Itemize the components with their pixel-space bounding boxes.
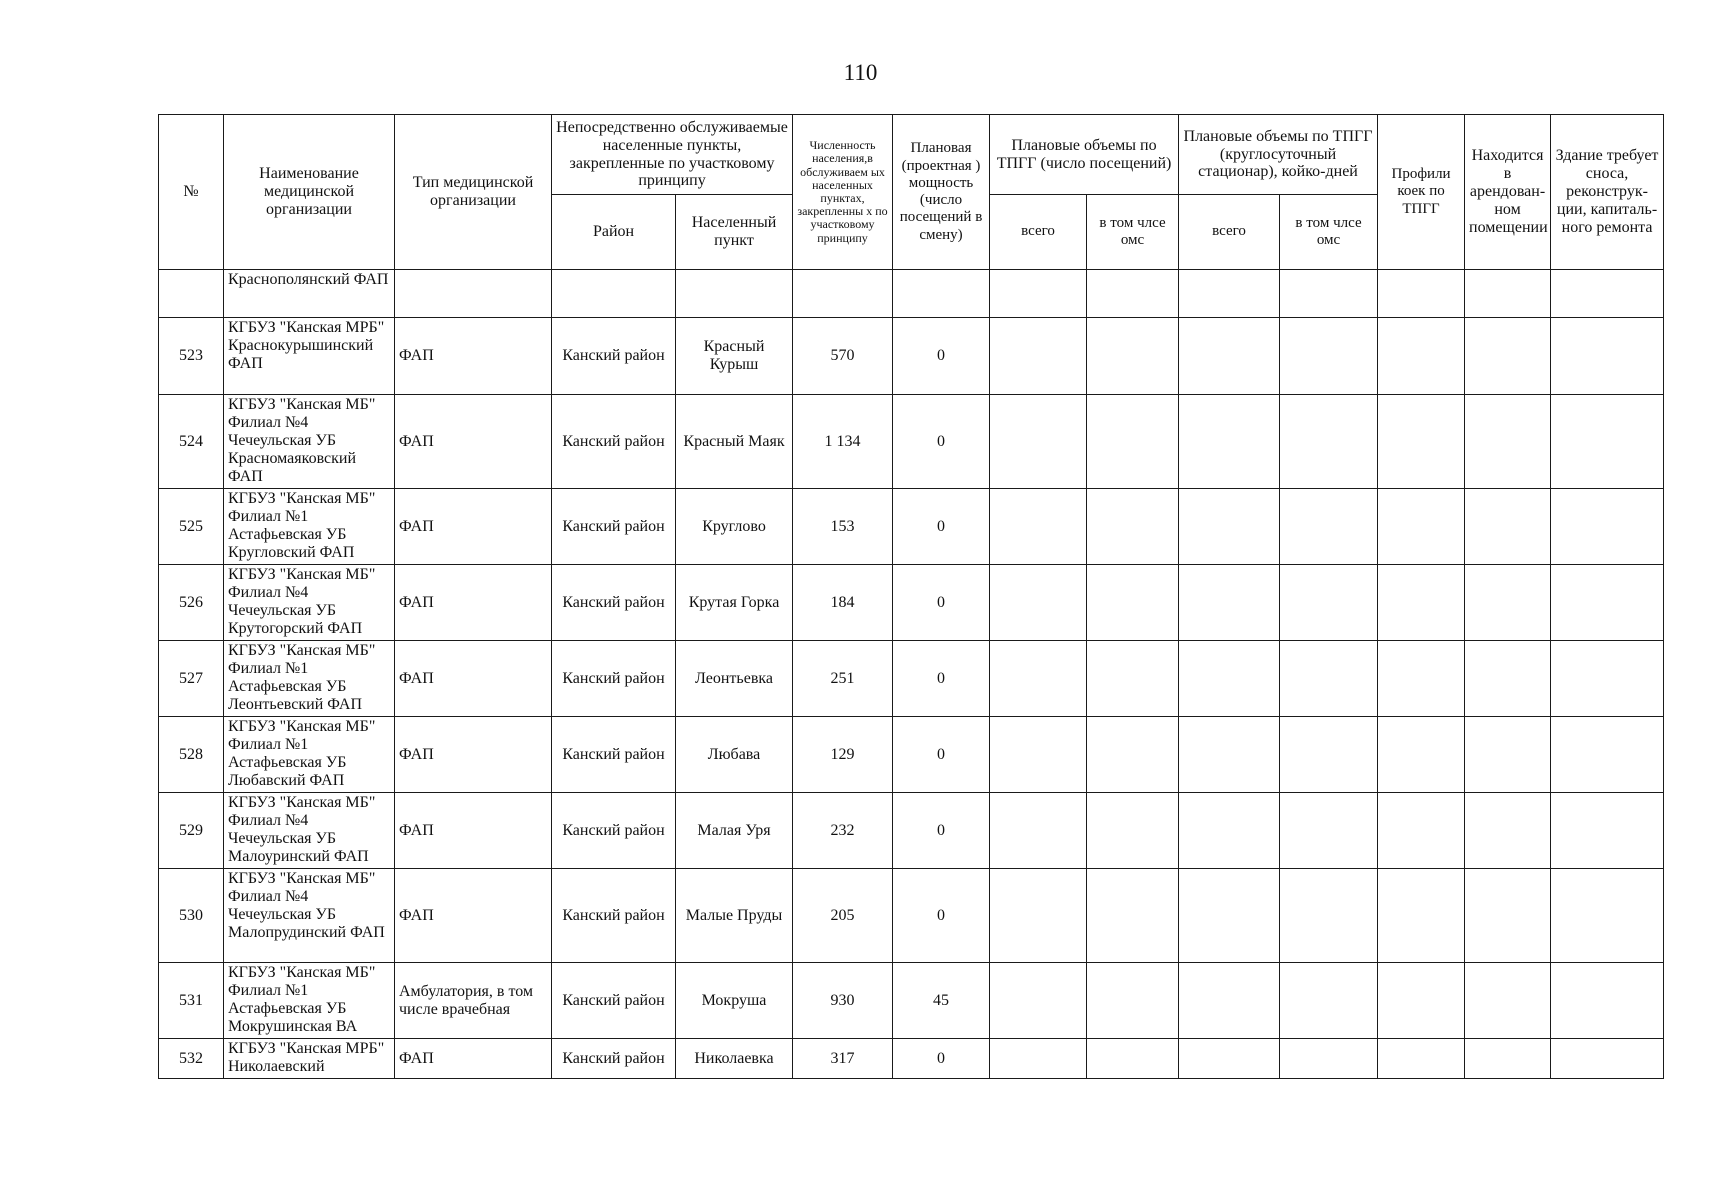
empty-cell (1087, 395, 1179, 489)
org-name-cell: КГБУЗ "Канская МБ" Филиал №4 Чечеульская УБ Красномаяковский ФАП (224, 395, 395, 489)
org-type-cell: ФАП (395, 318, 552, 395)
empty-cell (1280, 270, 1378, 318)
empty-cell (1465, 963, 1551, 1039)
empty-cell (990, 270, 1087, 318)
empty-cell (990, 395, 1087, 489)
empty-cell (1179, 793, 1280, 869)
empty-cell (990, 869, 1087, 963)
empty-cell (1179, 869, 1280, 963)
header-no: № (159, 115, 224, 270)
empty-cell (990, 489, 1087, 565)
empty-cell (1280, 489, 1378, 565)
empty-cell (1087, 489, 1179, 565)
empty-cell (1378, 1039, 1465, 1079)
empty-cell (1551, 793, 1664, 869)
empty-cell (1465, 395, 1551, 489)
table-row (159, 565, 1721, 641)
empty-cell (1378, 641, 1465, 717)
empty-cell (990, 717, 1087, 793)
page-number: 110 (843, 60, 878, 85)
empty-cell (1378, 318, 1465, 395)
settlement-cell: Крутая Горка (676, 565, 793, 641)
district-cell: Канский район (552, 489, 676, 565)
empty-cell (1179, 1039, 1280, 1079)
empty-cell (1551, 489, 1664, 565)
empty-cell (1465, 717, 1551, 793)
table-row (159, 717, 1721, 793)
org-name-cell: КГБУЗ "Канская МБ" Филиал №1 Астафьевская УБ Мокрушинская ВА (224, 963, 395, 1039)
row-number: 529 (159, 793, 224, 869)
header-org-name: Наименование медицинской организации (224, 115, 395, 270)
population-cell: 232 (793, 793, 893, 869)
empty-cell (1465, 869, 1551, 963)
population-cell: 251 (793, 641, 893, 717)
table-row (159, 1039, 1721, 1079)
capacity-cell: 0 (893, 318, 990, 395)
header-org-type: Тип медицинской организации (395, 115, 552, 270)
population-cell (793, 270, 893, 318)
empty-cell (1087, 869, 1179, 963)
header-settlement: Населенный пункт (676, 195, 793, 270)
empty-cell (1465, 489, 1551, 565)
district-cell: Канский район (552, 1039, 676, 1079)
org-name-cell: КГБУЗ "Канская МБ" Филиал №1 Астафьевская УБ Кругловский ФАП (224, 489, 395, 565)
empty-cell (1179, 717, 1280, 793)
empty-cell (990, 641, 1087, 717)
settlement-cell (676, 270, 793, 318)
empty-cell (1087, 318, 1179, 395)
row-number: 523 (159, 318, 224, 395)
table-row (159, 318, 1721, 395)
settlement-cell: Красный Курыш (676, 318, 793, 395)
org-type-cell: ФАП (395, 1039, 552, 1079)
population-cell: 1 134 (793, 395, 893, 489)
empty-cell (1378, 869, 1465, 963)
empty-cell (1551, 318, 1664, 395)
empty-cell (1465, 318, 1551, 395)
empty-cell (1087, 641, 1179, 717)
empty-cell (1179, 963, 1280, 1039)
empty-cell (990, 963, 1087, 1039)
facilities-table (158, 114, 1721, 1079)
org-type-cell: ФАП (395, 565, 552, 641)
district-cell: Канский район (552, 641, 676, 717)
empty-cell (1378, 793, 1465, 869)
org-type-cell: ФАП (395, 641, 552, 717)
empty-cell (1378, 963, 1465, 1039)
empty-cell (1378, 489, 1465, 565)
empty-cell (1280, 565, 1378, 641)
settlement-cell: Николаевка (676, 1039, 793, 1079)
empty-cell (1087, 963, 1179, 1039)
table-row (159, 395, 1721, 489)
capacity-cell: 0 (893, 395, 990, 489)
empty-cell (990, 793, 1087, 869)
header-district: Район (552, 195, 676, 270)
table-row (159, 963, 1721, 1039)
row-number: 532 (159, 1039, 224, 1079)
empty-cell (1280, 793, 1378, 869)
org-name-cell: КГБУЗ "Канская МБ" Филиал №1 Астафьевская УБ Леонтьевский ФАП (224, 641, 395, 717)
empty-cell (1378, 270, 1465, 318)
org-type-cell: ФАП (395, 489, 552, 565)
empty-cell (1378, 395, 1465, 489)
header-tpgg-visits: Плановые объемы по ТПГГ (число посещений) (990, 115, 1179, 195)
header-capacity: Плановая (проектная ) мощность (число посещений в смену) (893, 115, 990, 270)
org-type-cell: ФАП (395, 395, 552, 489)
empty-cell (990, 1039, 1087, 1079)
org-name-cell: КГБУЗ "Канская МБ" Филиал №4 Чечеульская УБ Малоуринский ФАП (224, 793, 395, 869)
org-name-cell: КГБУЗ "Канская МБ" Филиал №4 Чечеульская УБ Малопрудинский ФАП (224, 869, 395, 963)
header-beds-oms: в том члсе омс (1280, 195, 1378, 270)
empty-cell (990, 318, 1087, 395)
empty-cell (1465, 1039, 1551, 1079)
district-cell: Канский район (552, 793, 676, 869)
org-name-cell: КГБУЗ "Канская МРБ" Николаевский (224, 1039, 395, 1079)
capacity-cell: 0 (893, 565, 990, 641)
org-name-cell: КГБУЗ "Канская МБ" Филиал №4 Чечеульская УБ Крутогорский ФАП (224, 565, 395, 641)
org-type-cell (395, 270, 552, 318)
empty-cell (1551, 565, 1664, 641)
empty-cell (1465, 270, 1551, 318)
empty-cell (1465, 565, 1551, 641)
empty-cell (1378, 565, 1465, 641)
population-cell: 317 (793, 1039, 893, 1079)
row-number (159, 270, 224, 318)
header-rented: Находится в арендован-ном помещении (1465, 115, 1551, 270)
settlement-cell: Малые Пруды (676, 869, 793, 963)
empty-cell (1551, 270, 1664, 318)
row-number: 525 (159, 489, 224, 565)
settlement-cell: Леонтьевка (676, 641, 793, 717)
empty-cell (1551, 1039, 1664, 1079)
empty-cell (1179, 318, 1280, 395)
district-cell: Канский район (552, 717, 676, 793)
capacity-cell: 0 (893, 641, 990, 717)
org-name-cell: Краснополянский ФАП (224, 270, 395, 318)
district-cell (552, 270, 676, 318)
empty-cell (1087, 270, 1179, 318)
settlement-cell: Любава (676, 717, 793, 793)
table-row (159, 270, 1721, 318)
capacity-cell: 0 (893, 1039, 990, 1079)
population-cell: 129 (793, 717, 893, 793)
district-cell: Канский район (552, 963, 676, 1039)
settlement-cell: Круглово (676, 489, 793, 565)
empty-cell (1465, 641, 1551, 717)
district-cell: Канский район (552, 869, 676, 963)
empty-cell (1179, 641, 1280, 717)
header-visits-oms: в том члсе омс (1087, 195, 1179, 270)
empty-cell (1465, 793, 1551, 869)
empty-cell (1551, 963, 1664, 1039)
org-type-cell: ФАП (395, 717, 552, 793)
empty-cell (1087, 1039, 1179, 1079)
settlement-cell: Красный Маяк (676, 395, 793, 489)
header-beds-total: всего (1179, 195, 1280, 270)
row-number: 531 (159, 963, 224, 1039)
district-cell: Канский район (552, 395, 676, 489)
empty-cell (1378, 717, 1465, 793)
org-name-cell: КГБУЗ "Канская МРБ" Краснокурышинский ФАП (224, 318, 395, 395)
empty-cell (1179, 489, 1280, 565)
table-row (159, 489, 1721, 565)
row-number: 527 (159, 641, 224, 717)
table-row (159, 641, 1721, 717)
empty-cell (1087, 793, 1179, 869)
row-number: 524 (159, 395, 224, 489)
org-type-cell: ФАП (395, 793, 552, 869)
empty-cell (1280, 318, 1378, 395)
empty-cell (1280, 395, 1378, 489)
settlement-cell: Малая Уря (676, 793, 793, 869)
empty-cell (1280, 717, 1378, 793)
empty-cell (1551, 717, 1664, 793)
population-cell: 153 (793, 489, 893, 565)
header-visits-total: всего (990, 195, 1087, 270)
org-type-cell: ФАП (395, 869, 552, 963)
empty-cell (1179, 395, 1280, 489)
empty-cell (1179, 565, 1280, 641)
capacity-cell (893, 270, 990, 318)
district-cell: Канский район (552, 318, 676, 395)
empty-cell (1280, 641, 1378, 717)
table-row (159, 869, 1721, 963)
settlement-cell: Мокруша (676, 963, 793, 1039)
org-type-cell: Амбулатория, в том числе врачебная (395, 963, 552, 1039)
header-bed-profiles: Профили коек по ТПГГ (1378, 115, 1465, 270)
capacity-cell: 45 (893, 963, 990, 1039)
capacity-cell: 0 (893, 717, 990, 793)
empty-cell (990, 565, 1087, 641)
empty-cell (1551, 641, 1664, 717)
header-served-group: Непосредственно обслуживаемые населенные пункты, закрепленные по участковому принципу (552, 115, 793, 195)
empty-cell (1280, 1039, 1378, 1079)
empty-cell (1551, 869, 1664, 963)
row-number: 526 (159, 565, 224, 641)
header-tpgg-beds: Плановые объемы по ТПГГ (круглосуточный стационар), койко-дней (1179, 115, 1378, 195)
empty-cell (1087, 717, 1179, 793)
capacity-cell: 0 (893, 489, 990, 565)
capacity-cell: 0 (893, 793, 990, 869)
empty-cell (1551, 395, 1664, 489)
row-number: 528 (159, 717, 224, 793)
empty-cell (1280, 869, 1378, 963)
population-cell: 205 (793, 869, 893, 963)
population-cell: 184 (793, 565, 893, 641)
empty-cell (1280, 963, 1378, 1039)
district-cell: Канский район (552, 565, 676, 641)
header-population: Численность населения,в обслуживаем ых населенных пунктах, закрепленны х по участковому принципу (793, 115, 893, 270)
empty-cell (1179, 270, 1280, 318)
table-row (159, 793, 1721, 869)
empty-cell (1087, 565, 1179, 641)
population-cell: 930 (793, 963, 893, 1039)
header-building: Здание требует сноса, реконструк-ции, капиталь-ного ремонта (1551, 115, 1664, 270)
capacity-cell: 0 (893, 869, 990, 963)
population-cell: 570 (793, 318, 893, 395)
row-number: 530 (159, 869, 224, 963)
org-name-cell: КГБУЗ "Канская МБ" Филиал №1 Астафьевская УБ Любавский ФАП (224, 717, 395, 793)
